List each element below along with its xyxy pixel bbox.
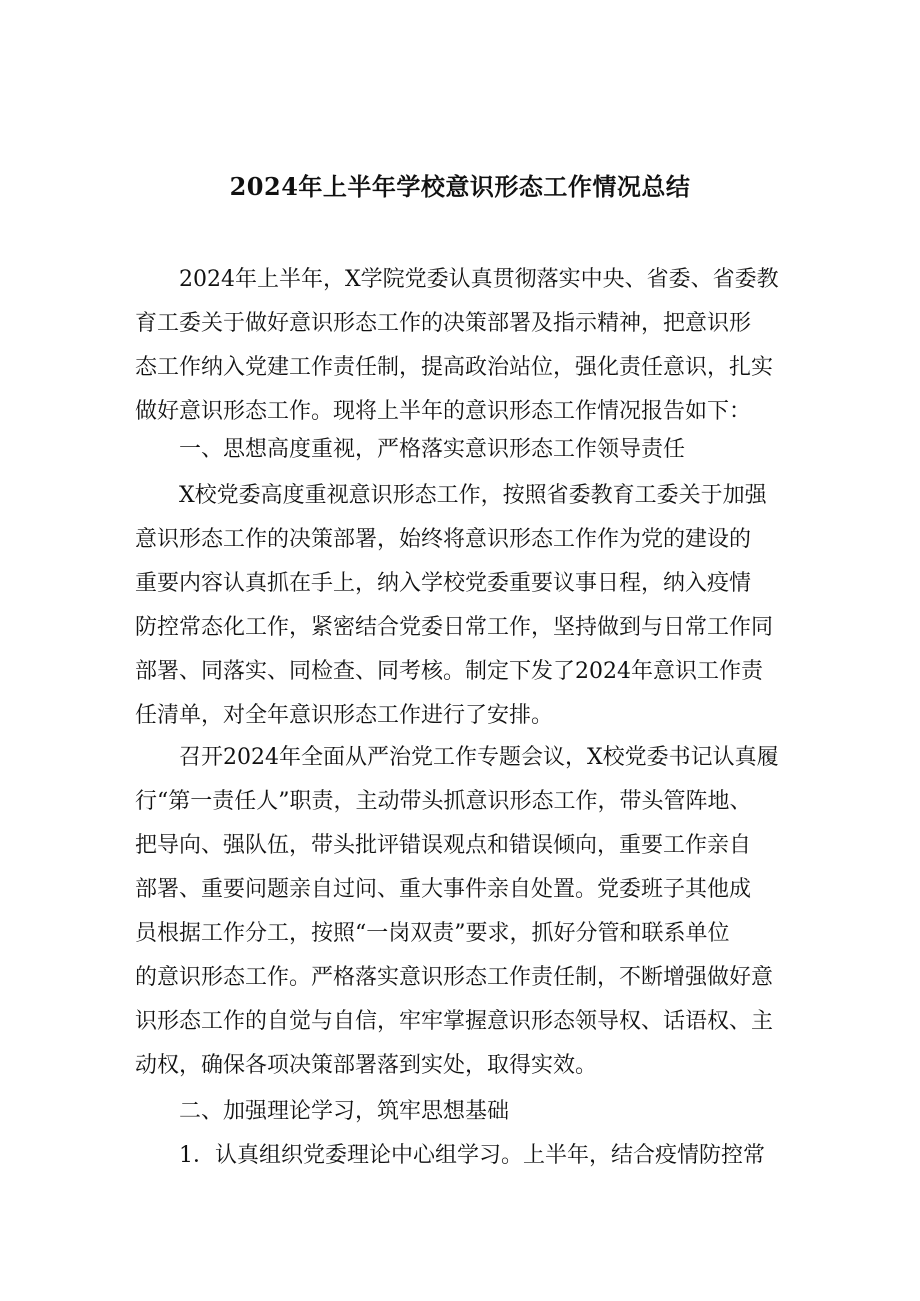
body-line: 动权，确保各项决策部署落到实处，取得实效。 — [135, 1053, 598, 1078]
body-line: 育工委关于做好意识形态工作的决策部署及指示精神，把意识形 — [135, 311, 752, 336]
body-line: 做好意识形态工作。现将上半年的意识形态工作情况报告如下： — [135, 399, 752, 424]
section-heading-1: 一、思想高度重视，严格落实意识形态工作领导责任 — [179, 437, 686, 462]
body-line: 把导向、强队伍，带头批评错误观点和错误倾向，重要工作亲自 — [135, 833, 752, 858]
body-line: 员根据工作分工，按照“一岗双责”要求，抓好分管和联系单位 — [135, 921, 730, 946]
body-line: 识形态工作的自觉与自信，牢牢掌握意识形态领导权、话语权、主 — [135, 1009, 774, 1034]
section-heading-2: 二、加强理论学习，筑牢思想基础 — [179, 1099, 510, 1124]
body-line: 1．认真组织党委理论中心组学习。上半年，结合疫情防控常 — [179, 1143, 765, 1168]
body-line: 重要内容认真抓在手上，纳入学校党委重要议事日程，纳入疫情 — [135, 571, 752, 596]
body-line: 2024年上半年，X学院党委认真贯彻落实中央、省委、省委教 — [179, 267, 779, 292]
document-title: 2024年上半年学校意识形态工作情况总结 — [229, 172, 691, 201]
body-line: 任清单，对全年意识形态工作进行了安排。 — [135, 703, 554, 728]
body-line: 部署、重要问题亲自过问、重大事件亲自处置。党委班子其他成 — [135, 877, 752, 902]
body-line: 行“第一责任人”职责，主动带头抓意识形态工作，带头管阵地、 — [135, 789, 752, 814]
body-line: 的意识形态工作。严格落实意识形态工作责任制，不断增强做好意 — [135, 965, 774, 990]
body-line: 防控常态化工作，紧密结合党委日常工作，坚持做到与日常工作同 — [135, 615, 774, 640]
body-line: 部署、同落实、同检查、同考核。制定下发了2024年意识工作责 — [135, 659, 763, 684]
body-line: 召开2024年全面从严治党工作专题会议，X校党委书记认真履 — [179, 745, 779, 770]
body-line: X校党委高度重视意识形态工作，按照省委教育工委关于加强 — [179, 483, 767, 508]
body-line: 意识形态工作的决策部署，始终将意识形态工作作为党的建设的 — [135, 527, 752, 552]
body-line: 态工作纳入党建工作责任制，提高政治站位，强化责任意识，扎实 — [135, 355, 774, 380]
